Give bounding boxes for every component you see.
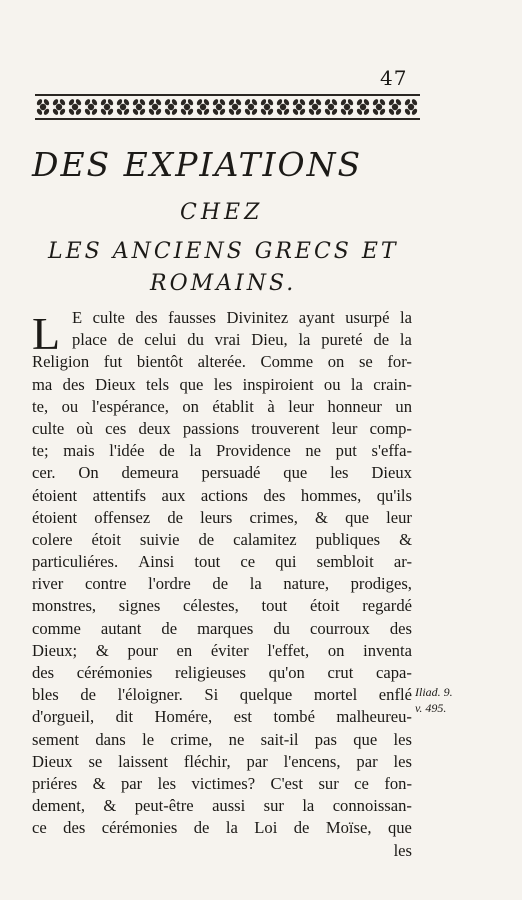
body-line: cer. On demeura persuadé que les Dieux — [32, 463, 412, 483]
page-title: DES EXPIATIONS — [32, 145, 363, 184]
body-line: d'orgueil, dit Homére, est tombé malheureu- — [32, 707, 412, 727]
body-line: monstres, signes célestes, tout étoit regardé — [32, 596, 412, 616]
fleuron-icon — [36, 98, 51, 116]
body-line: E culte des fausses Divinitez ayant usurpé la — [72, 308, 412, 327]
catchword-line — [32, 840, 412, 862]
fleuron-icon — [164, 98, 179, 116]
body-line: colere étoit suivie de calamitez publiques & — [32, 529, 412, 549]
margin-note-reference: Iliad. 9. — [415, 685, 453, 699]
fleuron-icon — [324, 98, 339, 116]
fleuron-icon — [100, 98, 115, 116]
fleuron-icon — [308, 98, 323, 116]
body-line: Dieux se laissent fléchir, par l'encens, par les — [32, 751, 412, 771]
fleuron-icon — [244, 98, 259, 116]
fleuron-icon — [180, 98, 195, 116]
page-number: 47 — [380, 66, 408, 90]
fleuron-icon — [196, 98, 211, 116]
body-line: bles de l'éloigner. Si quelque mortel enflé — [32, 685, 412, 705]
fleuron-icon — [228, 98, 243, 116]
fleuron-icon — [292, 98, 307, 116]
body-line: culte où ces deux passions trouverent leur comp- — [32, 418, 412, 438]
fleuron-icon — [68, 98, 83, 116]
body-line: priéres & par les victimes? C'est sur ce fon- — [32, 773, 412, 793]
fleuron-icon — [260, 98, 275, 116]
body-line: ma des Dieux tels que les inspiroient ou la crain- — [32, 374, 412, 394]
body-line: sement dans le crime, ne sait-il pas que les — [32, 729, 412, 749]
fleuron-icon — [52, 98, 67, 116]
subtitle-line-3: ROMAINS. — [150, 271, 297, 296]
body-line: des cérémonies religieuses qu'on crut capa- — [32, 663, 412, 682]
fleuron-icon — [132, 98, 147, 116]
body-line: étoient offensez de leurs crimes, & que leur — [32, 507, 412, 527]
margin-note-verse: v. 495. — [415, 701, 447, 715]
fleuron-icon — [340, 98, 355, 116]
fleuron-icon — [372, 98, 387, 116]
body-line: Religion fut bientôt alterée. Comme on se for- — [32, 352, 412, 372]
body-line: particuliéres. Ainsi tout ce qui sembloit ar- — [32, 552, 412, 572]
body-line: te, ou l'espérance, on établit à leur honneur un — [32, 396, 412, 416]
fleuron-icon — [404, 98, 419, 116]
body-line: dement, & peut-être aussi sur la connoissan- — [32, 796, 412, 816]
body-line: ce des cérémonies de la Loi de Moïse, que — [32, 818, 412, 838]
subtitle-line-1: CHEZ — [180, 200, 264, 225]
subtitle-line-2: LES ANCIENS GRECS ET — [48, 239, 399, 264]
fleuron-icon — [356, 98, 371, 116]
body-line: te; mais l'idée de la Providence ne put s'effa- — [32, 441, 412, 461]
fleuron-icon — [276, 98, 291, 116]
body-line: river contre l'ordre de la nature, prodiges, — [32, 574, 412, 594]
fleuron-icon — [84, 98, 99, 116]
body-line: comme autant de marques du courroux des — [32, 618, 412, 638]
fleuron-icon — [148, 98, 163, 116]
drop-cap: L — [32, 308, 61, 359]
fleuron-icon — [388, 98, 403, 116]
body-line: Dieux; & pour en éviter l'effet, on inventa — [32, 640, 412, 660]
fleuron-icon — [116, 98, 131, 116]
body-text — [32, 307, 412, 862]
fleuron-icon — [212, 98, 227, 116]
catchword: les — [393, 840, 412, 860]
body-line: place de celui du vrai Dieu, la pureté de la — [72, 330, 412, 350]
ornament-band — [35, 92, 420, 122]
body-line: étoient attentifs aux actions des hommes, qu'ils — [32, 485, 412, 505]
